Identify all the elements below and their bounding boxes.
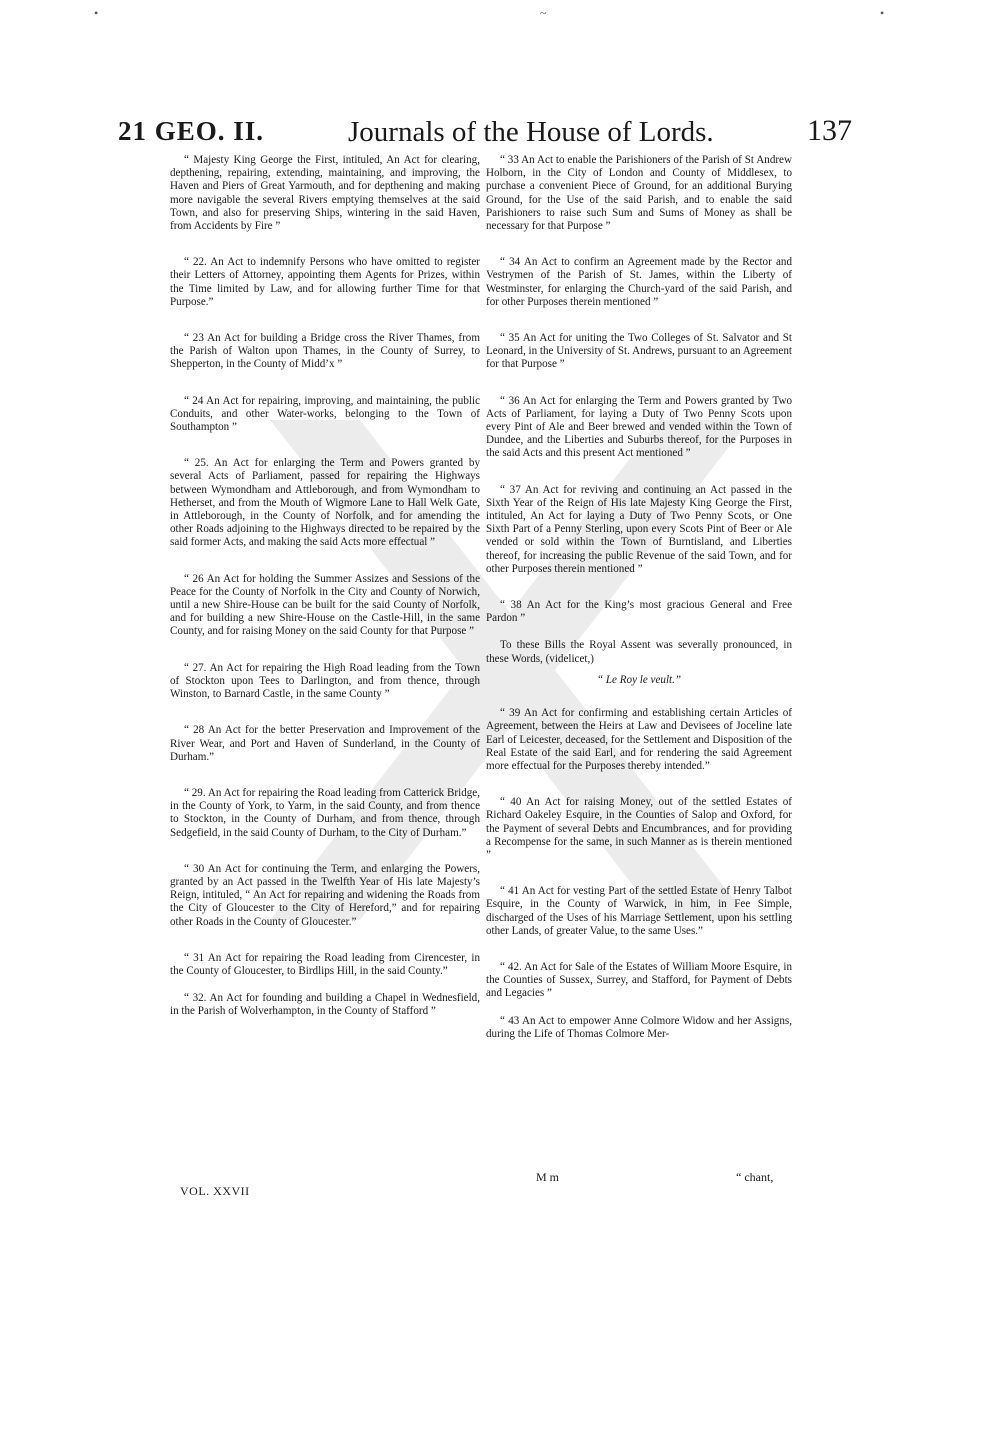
act-entry: “ 25. An Act for enlarging the Term and Powers granted by several Acts of Parliament, passed for repairing the Highways between Wymondham and Attleborough, and from Wymondham to Hetherset, and from the Mouth of Wigmore Lane to Hall Welk Gate, in Attleborough, in the County of Norfolk, and for amending the other Roads adjoining to the Highways directed to be repaired by the said former Acts, and making the said Acts more effectual ” bbox=[170, 457, 480, 549]
act-entry: “ 31 An Act for repairing the Road leading from Cirencester, in the County of Gloucester, to Birdlips Hill, in the said County.” bbox=[170, 951, 480, 977]
scan-dot: • bbox=[880, 6, 885, 20]
act-entry: “ 23 An Act for building a Bridge cross the River Thames, from the Parish of Walton upon Thames, in the County of Surrey, to Shepperton, in the County of Midd’x ” bbox=[170, 332, 480, 371]
act-entry: “ 35 An Act for uniting the Two Colleges of St. Salvator and St Leonard, in the University of St. Andrews, pursuant to an Agreement for that Purpose ” bbox=[486, 332, 792, 371]
act-entry: “ 28 An Act for the better Preservation and Improvement of the River Wear, and Port and Haven of Sunderland, in the County of Durham.” bbox=[170, 724, 480, 763]
catchword: “ chant, bbox=[736, 1170, 774, 1184]
journal-title: Journals of the House of Lords. bbox=[348, 116, 714, 148]
volume-label: VOL. XXVII bbox=[180, 1184, 250, 1198]
act-entry: “ 42. An Act for Sale of the Estates of William Moore Esquire, in the Counties of Sussex, Surrey, and Stafford, for Payment of Debts and Legacies ” bbox=[486, 960, 792, 1000]
signature-mark: M m bbox=[536, 1170, 560, 1184]
scan-dot: • bbox=[94, 6, 99, 20]
act-entry: “ 29. An Act for repairing the Road leading from Catterick Bridge, in the County of York, to Yarm, in the said County, and from thence to Stockton, in the County of Durham, and from thence, through Sedgefield, in the said County of Durham, to the City of Durham.” bbox=[170, 786, 480, 839]
royal-assent-text: To these Bills the Royal Assent was severally pronounced, in these Words, (videlicet,) bbox=[486, 639, 792, 665]
act-entry: “ 32. An Act for founding and building a Chapel in Wednesfield, in the Parish of Wolverhampton, in the County of Stafford ” bbox=[170, 992, 480, 1018]
act-entry: “ 33 An Act to enable the Parishioners of the Parish of St Andrew Holborn, in the City of London and County of Middlesex, to purchase a convenient Piece of Ground, for an additional Burying Ground, for the Use of the said Parish, and to enable the said Parishioners to raise such Sum and Sums of Money as shall be necessary for that Purpose ” bbox=[486, 154, 792, 233]
act-entry: “ 37 An Act for reviving and continuing an Act passed in the Sixth Year of the Reign of His late Majesty King George the First, intituled, An Act for laying a Duty of Two Penny Scots, or One Sixth Part of a Penny Sterling, upon every Scots Pint of Beer or Ale vended or sold within the Town of Burntisland, and Liberties thereof, for increasing the public Revenue of the said Town, and for other Purposes therein mentioned ” bbox=[486, 483, 792, 575]
left-column bbox=[170, 154, 480, 1033]
act-entry: “ 22. An Act to indemnify Persons who have omitted to register their Letters of Attorney, appointing them Agents for Prizes, within the Time limited by Law, and for allowing further Time for that Purpose.” bbox=[170, 256, 480, 308]
act-entry: “ 30 An Act for continuing the Term, and enlarging the Powers, granted by an Act passed in the Twelfth Year of His late Majesty’s Reign, intituled, “ An Act for repairing and widening the Roads from the City of Gloucester to the City of Hereford,” and for repairing other Roads in the County of Gloucester.” bbox=[170, 862, 480, 928]
act-entry: “ 41 An Act for vesting Part of the settled Estate of Henry Talbot Esquire, in the County of Warwick, in him, in Fee Simple, discharged of the Uses of his Marriage Settlement, upon his settling other Lands, of greater Value, to the same Uses.” bbox=[486, 885, 792, 937]
act-entry: “ 39 An Act for confirming and establishing certain Articles of Agreement, between the Heirs at Law and Devisees of Joceline late Earl of Leicester, deceased, for the Settlement and Disposition of the Real Estate of the said Earl, and for rendering the said Agreement more effectual for the Purposes thereby intended.” bbox=[486, 707, 792, 772]
scan-marks bbox=[0, 6, 992, 20]
scan-dot: ~ bbox=[540, 6, 547, 20]
act-entry: “ 34 An Act to confirm an Agreement made by the Rector and Vestrymen of the Parish of St. James, within the Liberty of Westminster, for enlarging the Church-yard of the said Parish, and for other Purposes therein mentioned ” bbox=[486, 256, 792, 308]
act-entry: “ 36 An Act for enlarging the Term and Powers granted by Two Acts of Parliament, for laying a Duty of Two Penny Scots upon every Pint of Ale and Beer brewed and vended within the Town of Dundee, and the Liberties and Suburbs thereof, for the Purposes in the said Acts and this present Act mentioned ” bbox=[486, 394, 792, 460]
act-entry: “ 26 An Act for holding the Summer Assizes and Sessions of the Peace for the County of Norfolk in the City and County of Norwich, until a new Shire-House can be built for the said County of Norfolk, and for building a new Shire-House on the Castle-Hill, in the same County, and for raising Money on the said County for that Purpose ” bbox=[170, 572, 480, 638]
act-entry: “ 24 An Act for repairing, improving, and maintaining, the public Conduits, and other Water-works, belonging to the Town of Southampton ” bbox=[170, 394, 480, 434]
act-entry: “ 40 An Act for raising Money, out of the settled Estates of Richard Oakeley Esquire, in the Counties of Salop and Oxford, for the Payment of several Debts and Encumbrances, and for providing a Recompense for the same, in such Manner as is therein mentioned ” bbox=[486, 796, 792, 861]
right-column bbox=[486, 154, 792, 1055]
page-number: 137 bbox=[807, 114, 852, 147]
act-entry: “ 38 An Act for the King’s most gracious General and Free Pardon ” bbox=[486, 599, 792, 625]
act-entry: “ 43 An Act to empower Anne Colmore Widow and her Assigns, during the Life of Thomas Colmore Mer- bbox=[486, 1014, 792, 1040]
act-entry: “ 27. An Act for repairing the High Road leading from the Town of Stockton upon Tees to Darlington, and from thence, through Winston, to Barnard Castle, in the same County ” bbox=[170, 661, 480, 701]
act-entry: “ Majesty King George the First, intituled, An Act for clearing, depthening, repairing, extending, maintaining, and improving, the Haven and Piers of Great Yarmouth, and for depthening and making more navigable the several Rivers emptying themselves at the said Town, and also for preserving Ships, wintering in the said Haven, from Accidents by Fire ” bbox=[170, 154, 480, 233]
royal-assent-words: “ Le Roy le veult.” bbox=[596, 673, 682, 686]
regnal-year: 21 GEO. II. bbox=[118, 116, 265, 146]
running-header bbox=[118, 114, 852, 156]
